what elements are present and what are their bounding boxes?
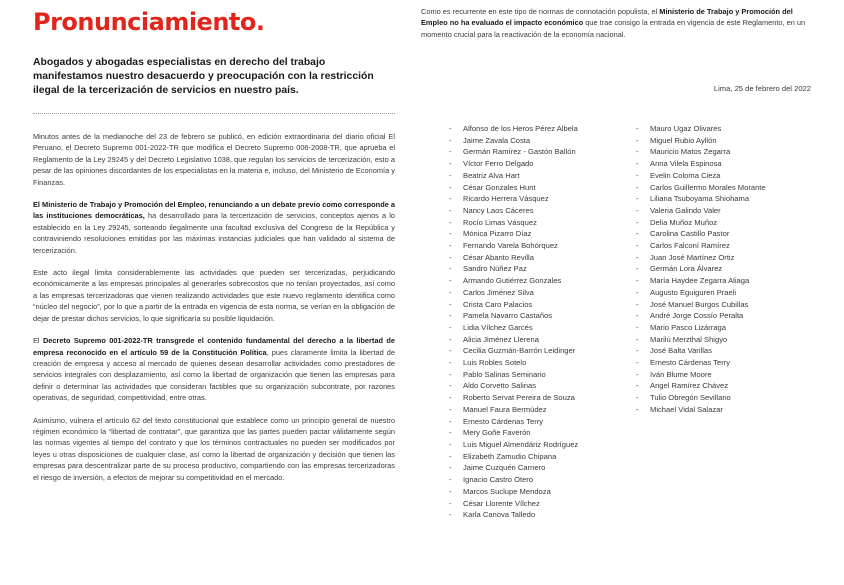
signatory-name: - Mauricio Matos Zegarra <box>636 146 766 158</box>
signatory-name: - Carlos Falconí Ramírez <box>636 240 766 252</box>
signatory-name: - Pablo Salinas Seminario <box>449 369 578 381</box>
paragraph-5: Asimismo, vulnera el artículo 62 del texto constitucional que establece como un principio general de nuestro régimen económico la “libertad de contratar”, que garantiza que las partes pueden pactar válidamente según las normas vigentes al tiempo del contrato y que los términos contractuales no pueden ser modificados por leyes u otras disposiciones de cualquier clase, así como la libertad de organización y decisión que tienen las empresas para descentralizar parte de su proceso productivo, compartiendo con las empresas tercerizadoras el riesgo de inversión, a efectos de mejorar su competitividad en el mercado. <box>33 415 395 482</box>
signatory-name: - Miguel Rubio Ayllón <box>636 135 766 147</box>
signatory-name: - Evelin Coloma Cieza <box>636 170 766 182</box>
paragraph-4-bold: Decreto Supremo 001-2022-TR transgrede el contenido fundamental del derecho a la libertad de empresa reconocido en el artículo 59 de la Constitución Política <box>33 336 395 357</box>
intro-bold: Ministerio de Trabajo y Promoción del Empleo no ha evaluado el impacto económico <box>421 7 793 28</box>
signatory-name: - Pamela Navarro Castaños <box>449 310 578 322</box>
paragraph-2-rest: ha desarrollado para la tercerización de servicios, conceptos ajenos a lo establecido en la Ley 29245, sorteando ilegalmente una facultad exclusiva del Congreso de la República y contraviniendo resoluciones emitidas por las máximas instancias judiciales que han validado al sistema de tercerización. <box>33 211 396 255</box>
signatory-name: - Carlos Jiménez Silva <box>449 287 578 299</box>
signatory-name: - Germán Lora Álvarez <box>636 263 766 275</box>
signatory-name: - Lidia Vílchez Garcés <box>449 322 578 334</box>
paragraph-2 <box>33 199 395 256</box>
signatory-name: - Aldo Corvetto Salinas <box>449 380 578 392</box>
signatory-name: - José Balta Varillas <box>636 345 766 357</box>
signatory-name: - Marcos Suclupe Mendoza <box>449 486 578 498</box>
signatory-name: - Ernesto Cárdenas Terry <box>449 416 578 428</box>
page-title: Pronunciamiento. <box>33 8 265 36</box>
signatory-name: - Marilú Merzthal Shigyo <box>636 334 766 346</box>
signatory-name: - Anna Vilela Espinosa <box>636 158 766 170</box>
signatory-name: - Fernando Varela Bohórquez <box>449 240 578 252</box>
signatory-name: - Ricardo Herrera Vásquez <box>449 193 578 205</box>
signatory-name: - Alfonso de los Heros Pérez Albela <box>449 123 578 135</box>
signatory-name: - Alicia Jiménez Llerena <box>449 334 578 346</box>
signatory-name: - Jaime Zavala Costa <box>449 135 578 147</box>
signatory-name: - Valeria Galindo Valer <box>636 205 766 217</box>
signatory-name: - Delia Muñoz Muñoz <box>636 217 766 229</box>
paragraph-2-bold: El Ministerio de Trabajo y Promoción del Empleo, renunciando a un debate previo como corresponde a las instituciones democráticas, <box>33 200 395 221</box>
intro-pre: Como es recurrente en este tipo de normas de connotación populista, el <box>421 7 660 16</box>
signatory-name: - Mauro Ugaz Olivares <box>636 123 766 135</box>
signatory-name: - Mery Goñe Faverón <box>449 427 578 439</box>
signatory-name: - Michael Vidal Salazar <box>636 404 766 416</box>
signatory-name: - Luis Robles Sotelo <box>449 357 578 369</box>
divider <box>33 113 395 114</box>
signatory-name: - Karla Canova Talledo <box>449 509 578 521</box>
body-text <box>33 131 395 494</box>
signatory-name: - Nancy Laos Cáceres <box>449 205 578 217</box>
signatory-name: - Mario Pasco Lizárraga <box>636 322 766 334</box>
signatory-name: - Mónica Pizarro Díaz <box>449 228 578 240</box>
signatory-name: - Rocío Limas Vásquez <box>449 217 578 229</box>
subtitle: Abogados y abogadas especialistas en derecho del trabajo manifestamos nuestro desacuerdo y preocupación con la restricción ilegal de la tercerización de servicios en nuestro país. <box>33 57 374 96</box>
signatory-name: - Juan José Martínez Ortiz <box>636 252 766 264</box>
signatory-name: - André Jorge Cossío Peralta <box>636 310 766 322</box>
signatory-name: - Beatriz Alva Hart <box>449 170 578 182</box>
signatory-name: - Víctor Ferro Delgado <box>449 158 578 170</box>
signatory-name: - Iván Blume Moore <box>636 369 766 381</box>
signatory-name: - José Manuel Burgos Cubillas <box>636 299 766 311</box>
signatory-name: - Luis Miguel Almendáriz Rodríguez <box>449 439 578 451</box>
paragraph-4-pre: El <box>33 336 43 346</box>
signatory-name: - Liliana Tsuboyama Shiohama <box>636 193 766 205</box>
date: Lima, 25 de febrero del 2022 <box>713 84 811 93</box>
signatory-name: - Germán Ramírez - Gastón Ballón <box>449 146 578 158</box>
signatory-name: - Carolina Castillo Pastor <box>636 228 766 240</box>
signatory-name: - Tulio Obregón Sevillano <box>636 392 766 404</box>
signatories-left <box>449 123 578 521</box>
signatory-name: - César Gonzales Hunt <box>449 182 578 194</box>
signatory-name: - Cecilia Guzmán-Barrón Leidinger <box>449 345 578 357</box>
signatory-name: - María Haydee Zegarra Aliaga <box>636 275 766 287</box>
signatory-name: - Augusto Eguiguren Praeli <box>636 287 766 299</box>
signatory-name: - Carlos Guillermo Morales Morante <box>636 182 766 194</box>
signatory-name: - Manuel Faura Bermúdez <box>449 404 578 416</box>
intro-rest: que trae consigo la entrada en vigencia de este Reglamento, en un momento crucial para la reactivación de la economía nacional. <box>421 18 806 39</box>
signatory-name: - Jaime Cuzquén Carnero <box>449 462 578 474</box>
paragraph-4 <box>33 335 395 403</box>
signatory-name: - Sandro Núñez Paz <box>449 263 578 275</box>
paragraph-4-rest: , pues claramente limita la libertad de creación de empresa y acceso al mercado de quienes desean desarrollar actividades como prestadores de servicios integrales con desplazamiento, así como la libertad de organización que tienen las empresas para definir o determinar las actividades que consideran factibles que su organización subcontrate, por razones operativas, de seguridad, competitividad, entre otras. <box>33 347 395 403</box>
signatory-name: - Elizabeth Zamudio Chipana <box>449 451 578 463</box>
signatory-name: - Roberto Servat Pereira de Souza <box>449 392 578 404</box>
signatories-right <box>636 123 766 416</box>
signatory-name: - Crista Caro Palacios <box>449 299 578 311</box>
signatory-name: - César Abanto Revilla <box>449 252 578 264</box>
signatory-name: - Angel Ramírez Chávez <box>636 380 766 392</box>
signatory-name: - César Llorente Vílchez <box>449 498 578 510</box>
signatory-name: - Ernesto Cárdenas Terry <box>636 357 766 369</box>
intro-paragraph <box>421 6 813 40</box>
paragraph-1: Minutos antes de la medianoche del 23 de febrero se publicó, en edición extraordinaria del diario oficial El Peruano, el Decreto Supremo 001-2022-TR que modifica el Decreto Supremo 006-2008-TR, que aprueba el Reglamento de la Ley 29245 y del Decreto Legislativo 1038, que regulan los servicios de tercerización, esto a pesar de las opiniones discordantes de los especialistas en la materia e, incluso, del Ministerio de Economía y Finanzas. <box>33 132 395 187</box>
signatory-name: - Armando Gutiérrez Gonzales <box>449 275 578 287</box>
signatory-name: - Ignacio Castro Otero <box>449 474 578 486</box>
paragraph-3: Este acto ilegal limita considerablemente las actividades que pueden ser tercerizadas, perjudicando económicamente a las empresas principales al generarles sobrecostos que no tenían proyectados, así como a las empresas tercerizadoras que vienen realizando actividades que este nuevo reglamento identifica como “núcleo del negocio”, por lo que a partir de la entrada en vigencia de esta norma, se verían en la obligación de dejar de prestar dichos servicios, lo que significaría su posible liquidación. <box>33 268 395 323</box>
